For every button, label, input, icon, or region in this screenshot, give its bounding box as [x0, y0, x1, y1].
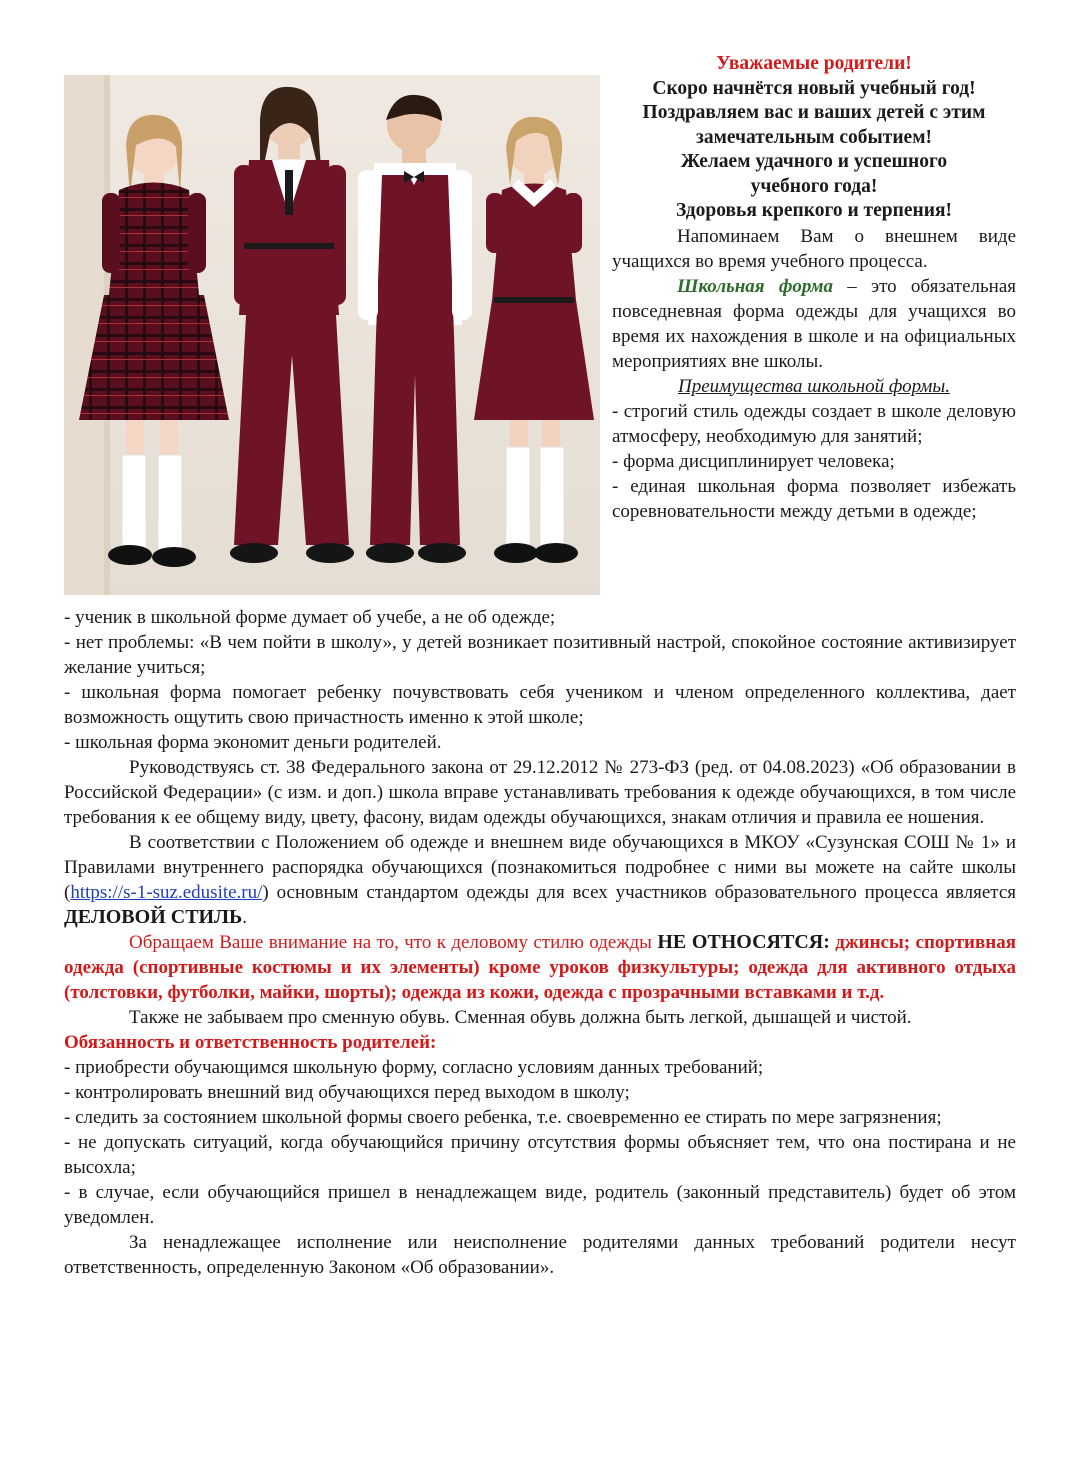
- uniform-definition-text: – это обязательная повседневная форма одежды для учащихся во время их нахождения в школе и на официальных мероприятиях вне школы.: [612, 275, 1016, 372]
- policy-text: В соответствии с Положением об одежде и внешнем виде обучающихся в МКОУ «Сузунская СОШ № 1» и Правилами внутреннего распорядка обучающихся (познакомиться подробнее с ними вы можете на сайте школы (: [64, 832, 1016, 903]
- greeting-line: Здоровья крепкого и терпения!: [675, 200, 953, 221]
- greeting-line: Поздравляем вас и ваших детей с этим: [642, 102, 986, 123]
- not-allowed-list: джинсы; спортивная одежда (спортивные костюмы и их элементы) кроме уроков физкультуры; одежда для активного отдыха (толстовки, футболки, майки, шорты); одежда из кожи, одежда с прозрачными вставками и т.д.: [64, 932, 1016, 1003]
- full-width-text: [64, 605, 1016, 1280]
- notice-paragraph: [64, 930, 1016, 1005]
- advantages-heading-row: [612, 374, 1016, 399]
- school-website-link[interactable]: https://s-1-suz.edusite.ru/: [70, 882, 263, 903]
- children-uniform-illustration: [64, 75, 600, 595]
- advantage-item: - форма дисциплинирует человека;: [612, 450, 895, 472]
- duty-item: - следить за состоянием школьной формы своего ребенка, т.е. своевременно ее стирать по мере загрязнения;: [64, 1107, 942, 1128]
- duty-item: - контролировать внешний вид обучающихся перед выходом в школу;: [64, 1082, 630, 1103]
- reminder-paragraph: Напоминаем Вам о внешнем виде учащихся во время учебного процесса.: [612, 225, 1016, 272]
- uniform-definition: [612, 274, 1016, 374]
- greeting-line: Скоро начнётся новый учебный год!: [652, 77, 976, 99]
- business-style: ДЕЛОВОЙ СТИЛЬ: [64, 906, 243, 928]
- duties-heading: Обязанность и ответственность родителей:: [64, 1032, 437, 1053]
- advantage-item: - единая школьная форма позволяет избежать соревновательности между детьми в одежде;: [612, 475, 1016, 522]
- greeting-line: учебного года!: [750, 175, 878, 197]
- advantage-item: - школьная форма помогает ребенку почувствовать себя учеником и членом определенного коллектива, дает возможность ощутить свою причастность именно к этой школе;: [64, 682, 1016, 728]
- notice-intro: Обращаем Ваше внимание на то, что к деловому стилю одежды: [129, 932, 658, 953]
- not-allowed-label: НЕ ОТНОСЯТСЯ:: [657, 931, 830, 953]
- duty-item: - в случае, если обучающийся пришел в ненадлежащем виде, родитель (законный представитель) будет об этом уведомлен.: [64, 1182, 1016, 1228]
- policy-paragraph: [64, 830, 1016, 930]
- right-column: [612, 52, 1016, 524]
- greeting-title: Уважаемые родители!: [716, 53, 912, 74]
- duty-item: - приобрести обучающимся школьную форму, согласно условиям данных требований;: [64, 1057, 764, 1078]
- law-paragraph: Руководствуясь ст. 38 Федерального закона от 29.12.2012 № 273-ФЗ (ред. от 04.08.2023) «Об образовании в Российской Федерации» (с изм. и доп.) школа вправе устанавливать требования к одежде обучающихся, в том числе требования к ее общему виду, цвету, фасону, видам одежды обучающихся, знакам отличия и правила ее ношения.: [64, 757, 1016, 828]
- duty-item: - не допускать ситуаций, когда обучающийся причину отсутствия формы объясняет тем, что она постирана и не высохла;: [64, 1132, 1016, 1178]
- policy-text: ) основным стандартом одежды для всех участников образовательного процесса является: [262, 882, 1016, 903]
- advantage-item: - строгий стиль одежды создает в школе деловую атмосферу, необходимую для занятий;: [612, 400, 1016, 447]
- greeting-line: Желаем удачного и успешного: [680, 151, 948, 172]
- greeting-line: замечательным событием!: [695, 126, 932, 148]
- advantages-heading: Преимущества школьной формы.: [678, 375, 950, 397]
- advantage-item: - школьная форма экономит деньги родителей.: [64, 732, 442, 753]
- uniform-term: Школьная форма: [677, 275, 833, 297]
- policy-end: .: [242, 907, 247, 928]
- shoes-paragraph: Также не забываем про сменную обувь. Сменная обувь должна быть легкой, дышащей и чистой.: [129, 1007, 912, 1028]
- advantage-item: - нет проблемы: «В чем пойти в школу», у детей возникает позитивный настрой, спокойное состояние активизирует желание учиться;: [64, 632, 1016, 678]
- school-uniform-photo: [64, 75, 600, 595]
- advantage-item: - ученик в школьной форме думает об учебе, а не об одежде;: [64, 607, 556, 628]
- closing-paragraph: За ненадлежащее исполнение или неисполнение родителями данных требований родители несут ответственность, определенную Законом «Об образовании».: [64, 1232, 1016, 1278]
